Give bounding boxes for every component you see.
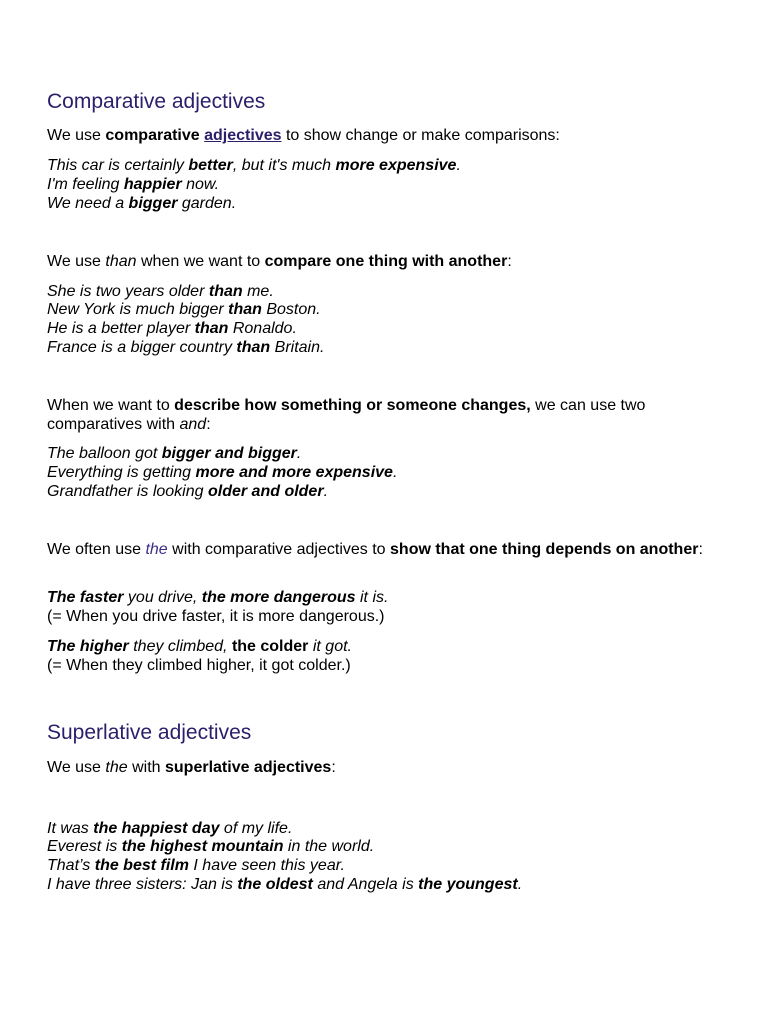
comparative-intro: We use comparative adjectives to show change or make comparisons: [47,127,560,144]
than-intro: We use than when we want to compare one thing with another: [47,253,512,270]
and-example-1: The balloon got bigger and bigger. [47,445,302,462]
superlative-example-1: It was the happiest day of my life. [47,820,293,837]
and-example-3: Grandfather is looking older and older. [47,483,329,500]
superlative-example-3: That’s the best film I have seen this year. [47,857,345,874]
adjectives-link[interactable]: adjectives [204,127,282,144]
superlative-example-4: I have three sisters: Jan is the oldest and Angela is the youngest. [47,876,523,893]
the-example-1-note: (= When you drive faster, it is more dangerous.) [47,608,385,625]
the-intro: We often use the with comparative adjectives to show that one thing depends on another: [47,541,703,558]
comparative-example-2: I'm feeling happier now. [47,176,220,193]
than-example-4: France is a bigger country than Britain. [47,339,325,356]
comparative-heading: Comparative adjectives [47,90,266,113]
than-example-1: She is two years older than me. [47,283,274,300]
than-example-3: He is a better player than Ronaldo. [47,320,297,337]
than-example-2: New York is much bigger than Boston. [47,301,321,318]
the-example-1: The faster you drive, the more dangerous it is. [47,589,389,606]
superlative-intro: We use the with superlative adjectives: [47,759,336,776]
comparative-example-1: This car is certainly better, but it's much more expensive. [47,157,461,174]
superlative-example-2: Everest is the highest mountain in the world. [47,838,375,855]
the-example-2: The higher they climbed, the colder it got. [47,638,352,655]
the-example-2-note: (= When they climbed higher, it got colder.) [47,657,351,674]
superlative-heading: Superlative adjectives [47,721,252,744]
and-example-2: Everything is getting more and more expensive. [47,464,398,481]
comparative-example-3: We need a bigger garden. [47,195,237,212]
and-intro: When we want to describe how something or someone changes, we can use two comparatives with and: [47,397,646,433]
